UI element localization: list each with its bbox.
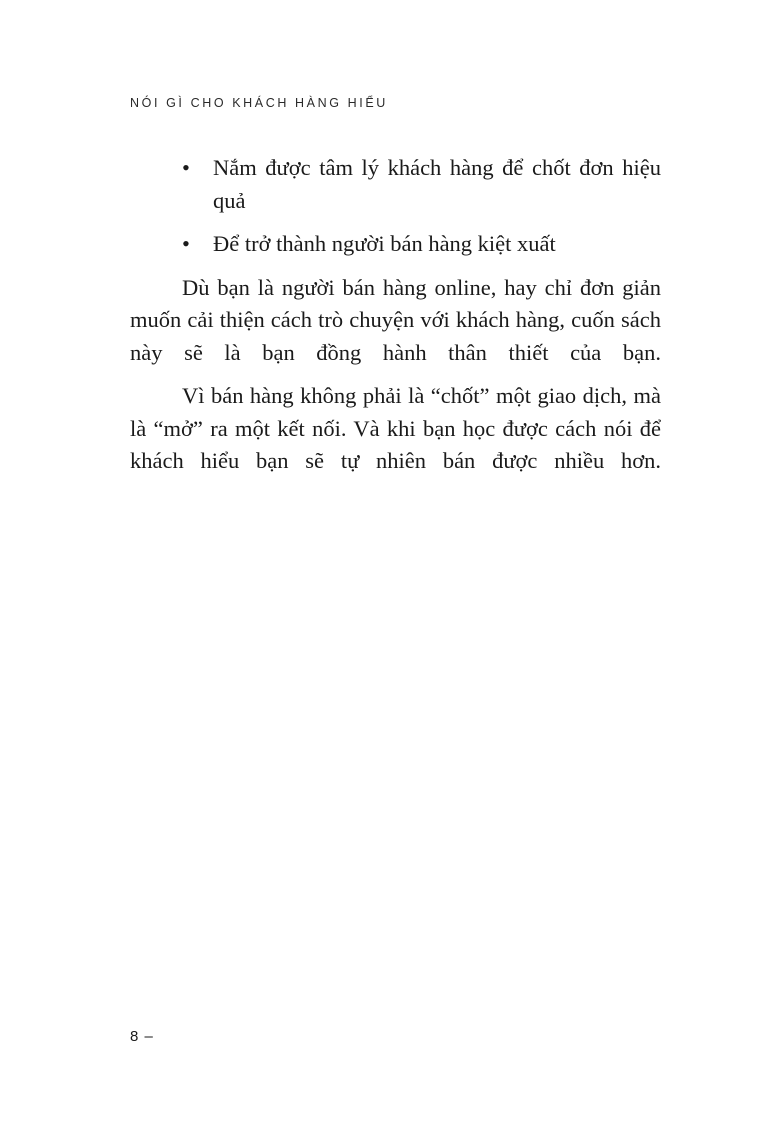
bullet-item — [130, 152, 661, 217]
page-body — [130, 152, 661, 489]
page-number: 8 – — [130, 1028, 154, 1045]
running-header: NÓI GÌ CHO KHÁCH HÀNG HIỂU — [130, 96, 388, 110]
bullet-marker: • — [182, 155, 190, 180]
bullet-marker: • — [182, 231, 190, 256]
bullet-item — [130, 228, 661, 261]
body-paragraph: Dù bạn là người bán hàng online, hay chỉ đơn giản muốn cải thiện cách trò chuyện với khách hàng, cuốn sách này sẽ là bạn đồng hành thân thiết của bạn. — [130, 274, 661, 365]
body-paragraph: Vì bán hàng không phải là “chốt” một giao dịch, mà là “mở” ra một kết nối. Và khi bạn học được cách nói để khách hiểu bạn sẽ tự nhiên bán được nhiều hơn. — [130, 383, 661, 473]
bullet-text: Để trở thành người bán hàng kiệt xuất — [213, 231, 556, 256]
bullet-list — [130, 152, 661, 261]
bullet-text: Nắm được tâm lý khách hàng để chốt đơn hiệu quả — [213, 155, 661, 213]
